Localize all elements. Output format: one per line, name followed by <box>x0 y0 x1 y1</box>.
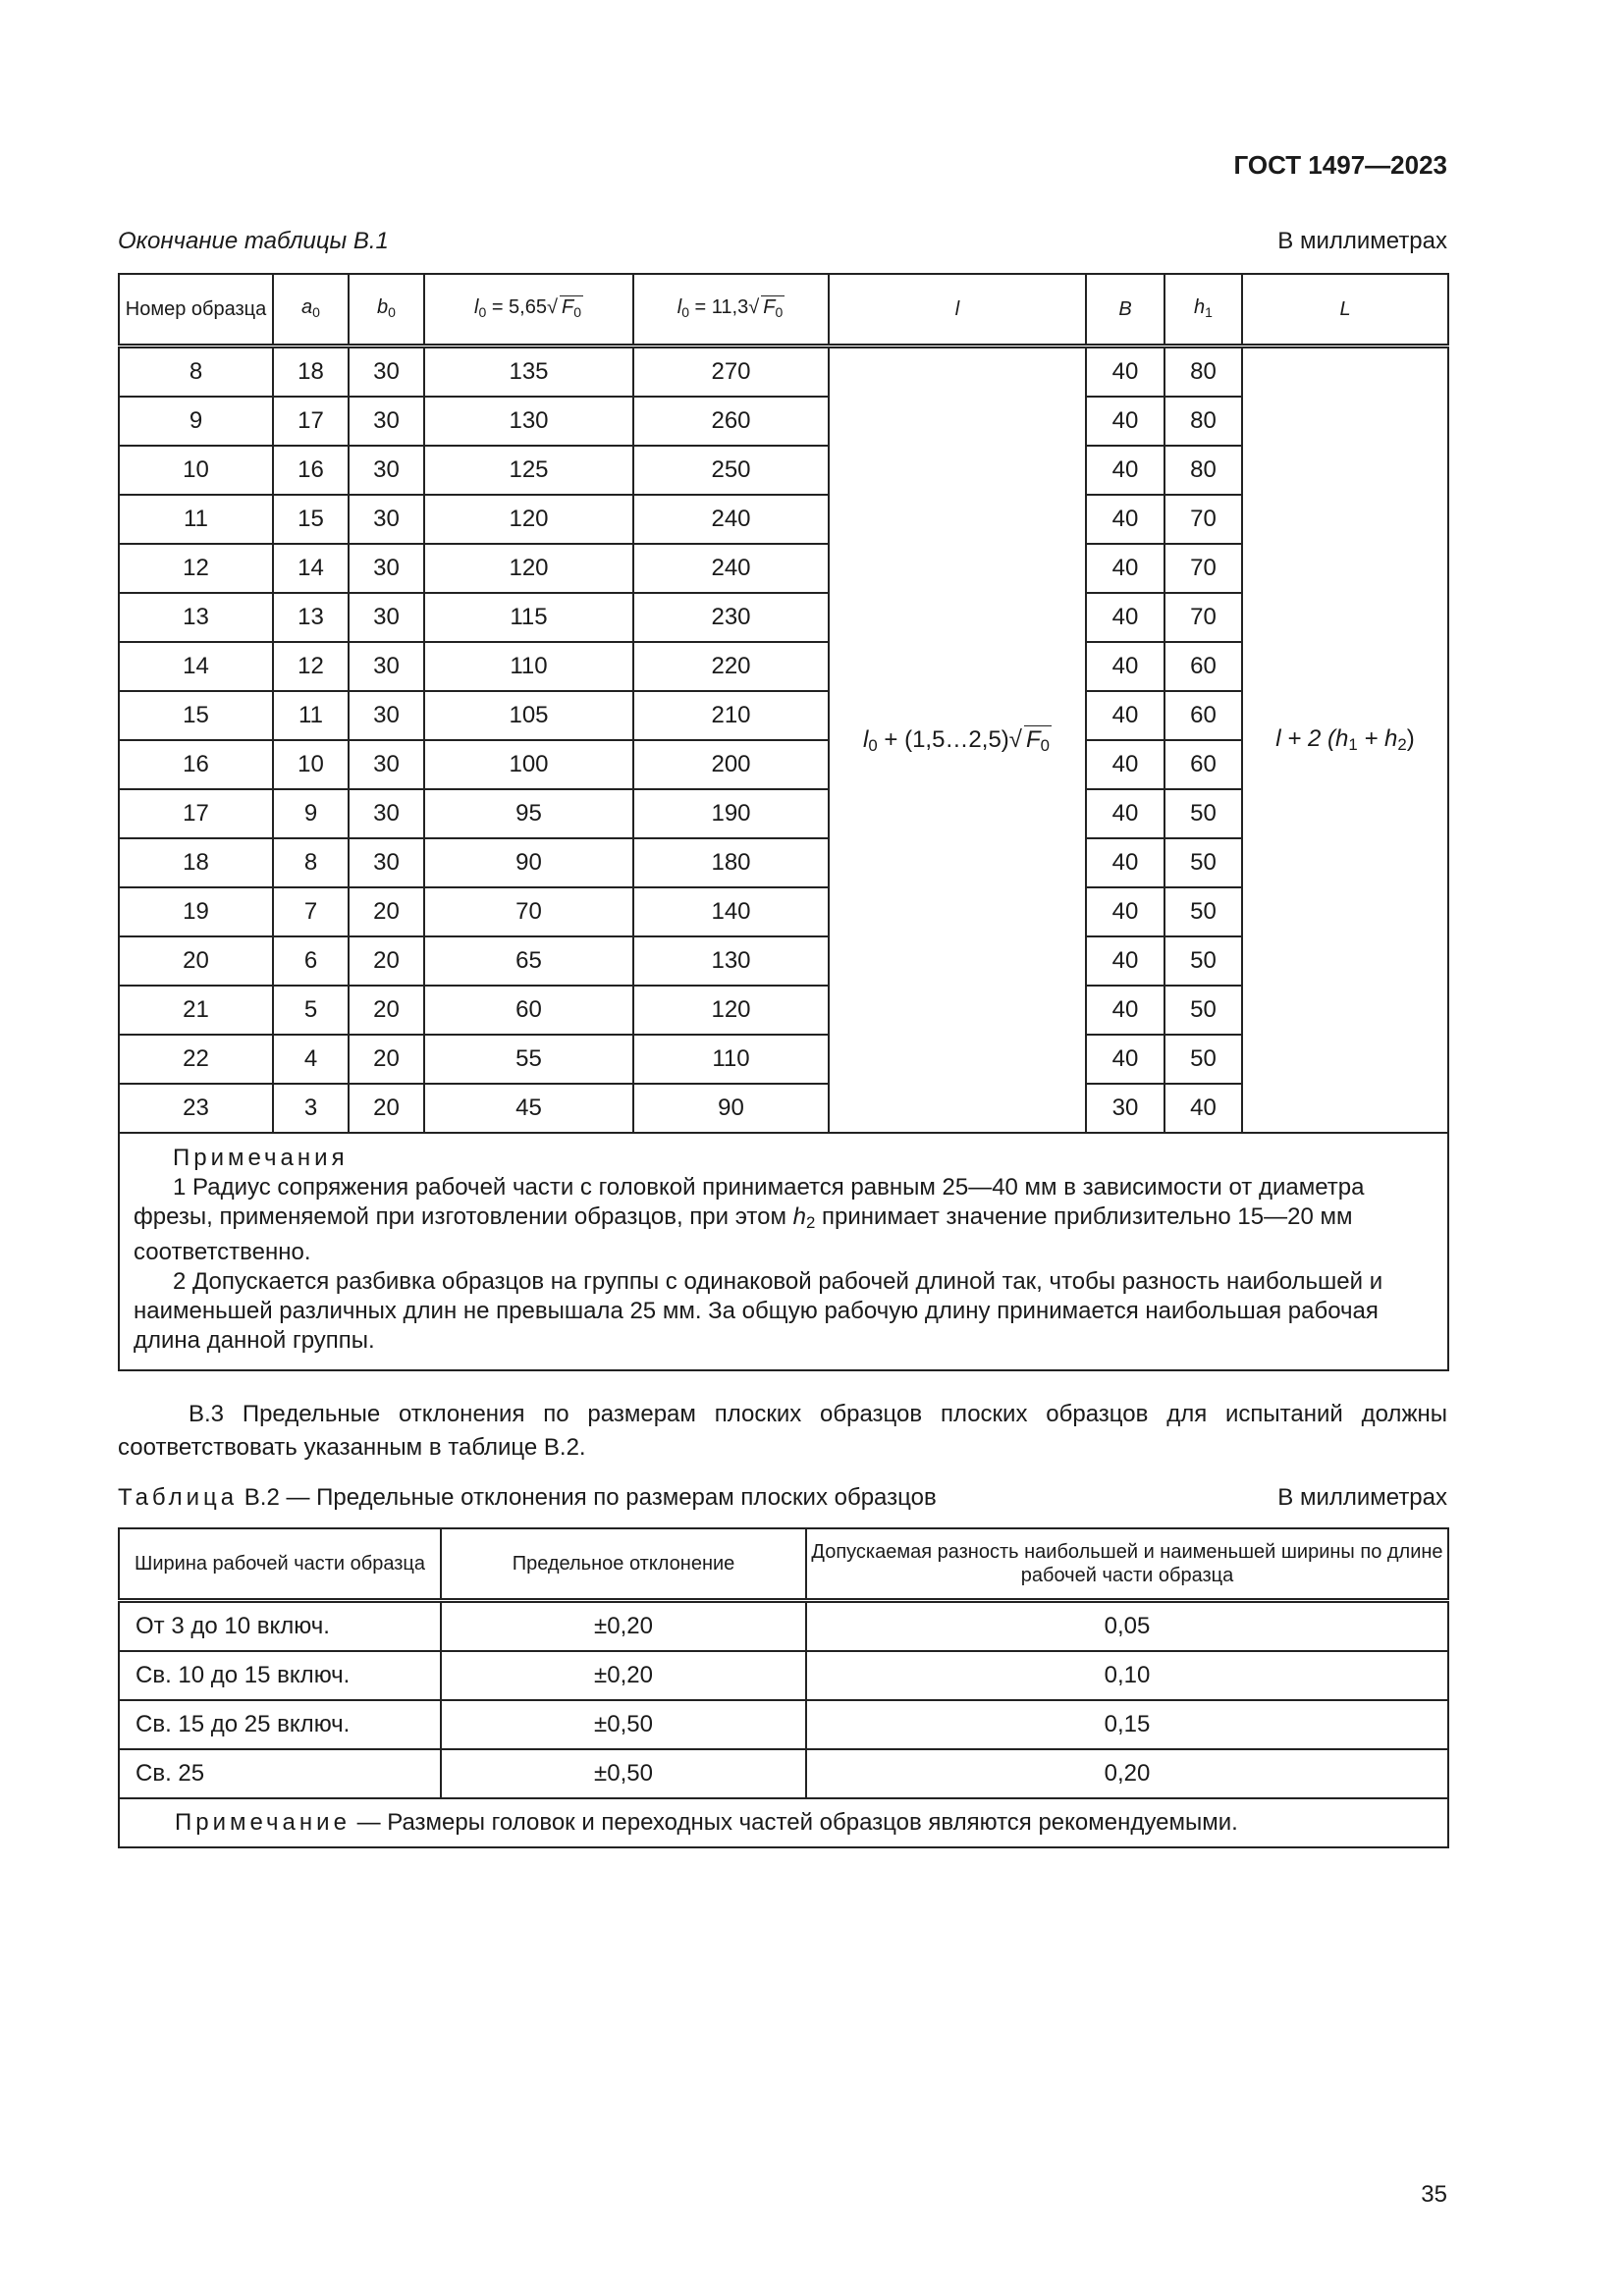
cell-B: 30 <box>1086 1084 1164 1133</box>
cell-b0: 30 <box>349 495 424 544</box>
cell-number: 15 <box>119 691 273 740</box>
cell-deviation: ±0,50 <box>441 1700 806 1749</box>
cell-l0-long: 210 <box>633 691 829 740</box>
cell-a0: 18 <box>273 347 349 398</box>
cell-number: 11 <box>119 495 273 544</box>
cell-b0: 30 <box>349 544 424 593</box>
cell-l0-long: 180 <box>633 838 829 887</box>
header-number: Номер образца <box>119 274 273 347</box>
table-row <box>119 1651 1448 1700</box>
cell-b0: 30 <box>349 838 424 887</box>
cell-number: 10 <box>119 446 273 495</box>
cell-width: Св. 10 до 15 включ. <box>119 1651 441 1700</box>
cell-b0: 20 <box>349 887 424 936</box>
cell-b0: 20 <box>349 986 424 1035</box>
cell-h1: 50 <box>1164 838 1242 887</box>
cell-difference: 0,10 <box>806 1651 1448 1700</box>
table2-header-difference: Допускаемая разность наибольшей и наименьшей ширины по длине рабочей части образца <box>806 1528 1448 1601</box>
cell-l0-short: 90 <box>424 838 633 887</box>
cell-h1: 70 <box>1164 544 1242 593</box>
cell-B: 40 <box>1086 986 1164 1035</box>
cell-number: 13 <box>119 593 273 642</box>
cell-a0: 9 <box>273 789 349 838</box>
cell-B: 40 <box>1086 495 1164 544</box>
cell-l0-long: 110 <box>633 1035 829 1084</box>
cell-h1: 50 <box>1164 986 1242 1035</box>
cell-a0: 11 <box>273 691 349 740</box>
cell-l0-short: 60 <box>424 986 633 1035</box>
cell-b0: 20 <box>349 1084 424 1133</box>
cell-b0: 30 <box>349 740 424 789</box>
cell-l-formula: $l_0$ + (1,5…2,5)√ $F_0$ <box>829 347 1086 1134</box>
table1-header-row <box>119 274 1448 347</box>
cell-l0-short: 130 <box>424 397 633 446</box>
cell-number: 8 <box>119 347 273 398</box>
cell-b0: 30 <box>349 691 424 740</box>
cell-h1: 60 <box>1164 740 1242 789</box>
table2-note: Примечание — Размеры головок и переходных частей образцов являются рекомендуемыми. <box>119 1798 1448 1847</box>
cell-b0: 30 <box>349 642 424 691</box>
cell-a0: 14 <box>273 544 349 593</box>
notes-title: Примечания <box>173 1145 349 1171</box>
cell-l0-short: 70 <box>424 887 633 936</box>
cell-a0: 16 <box>273 446 349 495</box>
cell-B: 40 <box>1086 936 1164 986</box>
cell-a0: 13 <box>273 593 349 642</box>
cell-l0-long: 130 <box>633 936 829 986</box>
table2-note-row <box>119 1798 1448 1847</box>
cell-B: 40 <box>1086 347 1164 398</box>
cell-number: 23 <box>119 1084 273 1133</box>
cell-L-formula: l + 2 $(h_1 + h_2)$ <box>1242 347 1448 1134</box>
cell-number: 12 <box>119 544 273 593</box>
table-row <box>119 1700 1448 1749</box>
header-b0: $b_0$ <box>349 274 424 347</box>
cell-h1: 50 <box>1164 1035 1242 1084</box>
section-b3-paragraph: В.3 Предельные отклонения по размерам плоских образцов плоских образцов для испытаний должны соответствовать указанным в таблице В.2. <box>118 1401 1447 1461</box>
cell-b0: 20 <box>349 936 424 986</box>
cell-deviation: ±0,20 <box>441 1651 806 1700</box>
header-B: B <box>1086 274 1164 347</box>
cell-width: Св. 25 <box>119 1749 441 1798</box>
cell-l0-short: 120 <box>424 544 633 593</box>
cell-a0: 3 <box>273 1084 349 1133</box>
cell-l0-long: 220 <box>633 642 829 691</box>
cell-l0-long: 240 <box>633 495 829 544</box>
cell-l0-long: 120 <box>633 986 829 1035</box>
cell-a0: 15 <box>273 495 349 544</box>
cell-l0-short: 55 <box>424 1035 633 1084</box>
cell-h1: 40 <box>1164 1084 1242 1133</box>
cell-l0-short: 105 <box>424 691 633 740</box>
cell-h1: 80 <box>1164 347 1242 398</box>
cell-b0: 30 <box>349 446 424 495</box>
note-2: 2 Допускается разбивка образцов на группы с одинаковой рабочей длиной так, чтобы разность наибольшей и наименьшей различных длин не превышала 25 мм. За общую рабочую длину принимается наибольшая рабочая длина данной группы. <box>134 1268 1383 1354</box>
cell-h1: 80 <box>1164 397 1242 446</box>
cell-l0-short: 135 <box>424 347 633 398</box>
cell-a0: 8 <box>273 838 349 887</box>
cell-difference: 0,20 <box>806 1749 1448 1798</box>
cell-b0: 30 <box>349 593 424 642</box>
table1-notes <box>119 1133 1448 1370</box>
cell-l0-long: 190 <box>633 789 829 838</box>
cell-l0-short: 95 <box>424 789 633 838</box>
cell-width: От 3 до 10 включ. <box>119 1601 441 1652</box>
cell-a0: 7 <box>273 887 349 936</box>
header-L: L <box>1242 274 1448 347</box>
cell-number: 18 <box>119 838 273 887</box>
cell-l0-long: 90 <box>633 1084 829 1133</box>
cell-h1: 80 <box>1164 446 1242 495</box>
cell-number: 22 <box>119 1035 273 1084</box>
table1 <box>118 273 1449 1371</box>
cell-B: 40 <box>1086 544 1164 593</box>
cell-l0-long: 270 <box>633 347 829 398</box>
cell-number: 14 <box>119 642 273 691</box>
header-l0-short: $l_0 = 5,65√$ $F_0$ <box>424 274 633 347</box>
page-number: 35 <box>1421 2181 1447 2208</box>
cell-a0: 4 <box>273 1035 349 1084</box>
cell-B: 40 <box>1086 789 1164 838</box>
cell-B: 40 <box>1086 691 1164 740</box>
cell-number: 16 <box>119 740 273 789</box>
cell-a0: 10 <box>273 740 349 789</box>
cell-l0-short: 120 <box>424 495 633 544</box>
cell-difference: 0,15 <box>806 1700 1448 1749</box>
cell-l0-long: 250 <box>633 446 829 495</box>
cell-l0-short: 115 <box>424 593 633 642</box>
cell-deviation: ±0,50 <box>441 1749 806 1798</box>
cell-h1: 70 <box>1164 495 1242 544</box>
table-row <box>119 1601 1448 1652</box>
table-row <box>119 1749 1448 1798</box>
cell-l0-short: 110 <box>424 642 633 691</box>
cell-b0: 30 <box>349 789 424 838</box>
header-h1: $h_1$ <box>1164 274 1242 347</box>
table-row <box>119 347 1448 398</box>
cell-a0: 5 <box>273 986 349 1035</box>
cell-h1: 60 <box>1164 642 1242 691</box>
cell-number: 17 <box>119 789 273 838</box>
header-l: l <box>829 274 1086 347</box>
cell-B: 40 <box>1086 397 1164 446</box>
note-1: 1 Радиус сопряжения рабочей части с головкой принимается равным 25—40 мм в зависимости от диаметра фрезы, применяемой при изготовлении образцов, при этом $h_2$ принимает значение приблизительно 15—20 мм соответственно. <box>134 1174 1365 1265</box>
cell-number: 9 <box>119 397 273 446</box>
cell-l0-short: 100 <box>424 740 633 789</box>
cell-l0-long: 260 <box>633 397 829 446</box>
cell-l0-long: 240 <box>633 544 829 593</box>
cell-difference: 0,05 <box>806 1601 1448 1652</box>
cell-l0-long: 200 <box>633 740 829 789</box>
cell-B: 40 <box>1086 887 1164 936</box>
header-l0-long: $l_0 = 11,3√$ $F_0$ <box>633 274 829 347</box>
cell-b0: 30 <box>349 397 424 446</box>
cell-width: Св. 15 до 25 включ. <box>119 1700 441 1749</box>
table2-header-deviation: Предельное отклонение <box>441 1528 806 1601</box>
cell-B: 40 <box>1086 593 1164 642</box>
cell-number: 21 <box>119 986 273 1035</box>
table2-header-width: Ширина рабочей части образца <box>119 1528 441 1601</box>
cell-number: 19 <box>119 887 273 936</box>
cell-h1: 50 <box>1164 936 1242 986</box>
table2-caption: Таблица В.2 — Предельные отклонения по размерам плоских образцов <box>118 1484 937 1511</box>
cell-B: 40 <box>1086 642 1164 691</box>
cell-B: 40 <box>1086 740 1164 789</box>
table2-units: В миллиметрах <box>1277 1484 1447 1511</box>
cell-l0-short: 125 <box>424 446 633 495</box>
cell-B: 40 <box>1086 1035 1164 1084</box>
cell-B: 40 <box>1086 446 1164 495</box>
cell-a0: 17 <box>273 397 349 446</box>
cell-h1: 60 <box>1164 691 1242 740</box>
cell-number: 20 <box>119 936 273 986</box>
cell-b0: 30 <box>349 347 424 398</box>
table2 <box>118 1527 1449 1848</box>
cell-B: 40 <box>1086 838 1164 887</box>
table1-notes-row <box>119 1133 1448 1370</box>
table1-caption: Окончание таблицы В.1 <box>118 228 389 254</box>
cell-l0-long: 140 <box>633 887 829 936</box>
cell-h1: 70 <box>1164 593 1242 642</box>
cell-b0: 20 <box>349 1035 424 1084</box>
cell-a0: 12 <box>273 642 349 691</box>
cell-l0-long: 230 <box>633 593 829 642</box>
cell-a0: 6 <box>273 936 349 986</box>
cell-h1: 50 <box>1164 789 1242 838</box>
header-a0: $a_0$ <box>273 274 349 347</box>
table1-units: В миллиметрах <box>1277 228 1447 254</box>
cell-l0-short: 45 <box>424 1084 633 1133</box>
cell-l0-short: 65 <box>424 936 633 986</box>
cell-deviation: ±0,20 <box>441 1601 806 1652</box>
cell-h1: 50 <box>1164 887 1242 936</box>
document-standard-number: ГОСТ 1497—2023 <box>1233 150 1447 180</box>
table2-header-row <box>119 1528 1448 1601</box>
